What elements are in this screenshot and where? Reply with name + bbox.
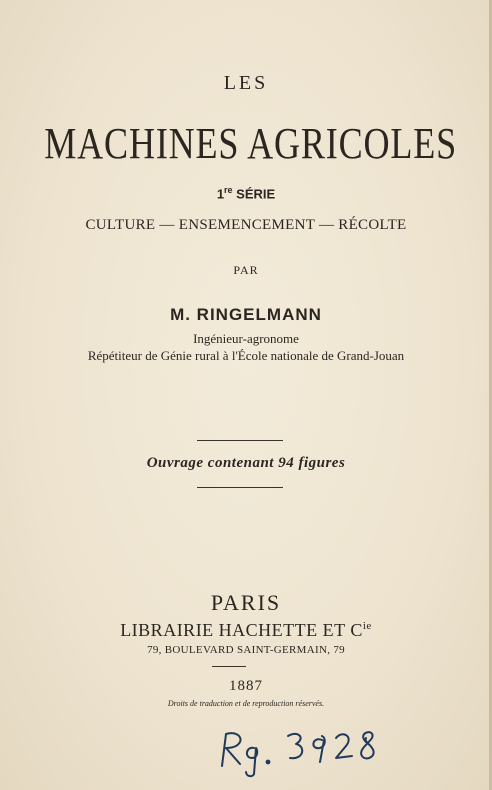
series-label: [0, 185, 492, 201]
publisher-address: 79, BOULEVARD SAINT-GERMAIN, 79: [147, 644, 345, 656]
divider-bottom: [197, 487, 283, 488]
subtitle: CULTURE — ENSEMENCEMENT — RÉCOLTE: [85, 217, 407, 233]
publisher: [0, 620, 492, 641]
series-word: SÉRIE: [232, 186, 276, 202]
by-label: PAR: [233, 263, 259, 277]
author-description: Répétiteur de Génie rural à l'École nationale de Grand-Jouan: [87, 348, 405, 363]
content-note: Ouvrage contenant 94 figures: [146, 455, 346, 471]
title-article: LES: [223, 72, 269, 94]
publisher-superscript: ie: [362, 620, 372, 632]
author-role: Ingénieur-agronome: [193, 331, 299, 346]
rights-notice: Droits de traduction et de reproduction réservés.: [167, 699, 325, 708]
book-title: MACHINES AGRICOLES: [44, 119, 457, 168]
publisher-name: LIBRAIRIE HACHETTE ET C: [120, 620, 363, 640]
author-name: M. RINGELMANN: [170, 305, 322, 324]
series-superscript: re: [224, 185, 233, 195]
publication-city: PARIS: [210, 590, 282, 615]
divider-top: [197, 440, 283, 441]
handwritten-shelfmark: [0, 718, 492, 778]
series-number: 1: [216, 186, 225, 202]
publication-year: 1887: [229, 678, 263, 694]
divider-year: [212, 666, 246, 667]
